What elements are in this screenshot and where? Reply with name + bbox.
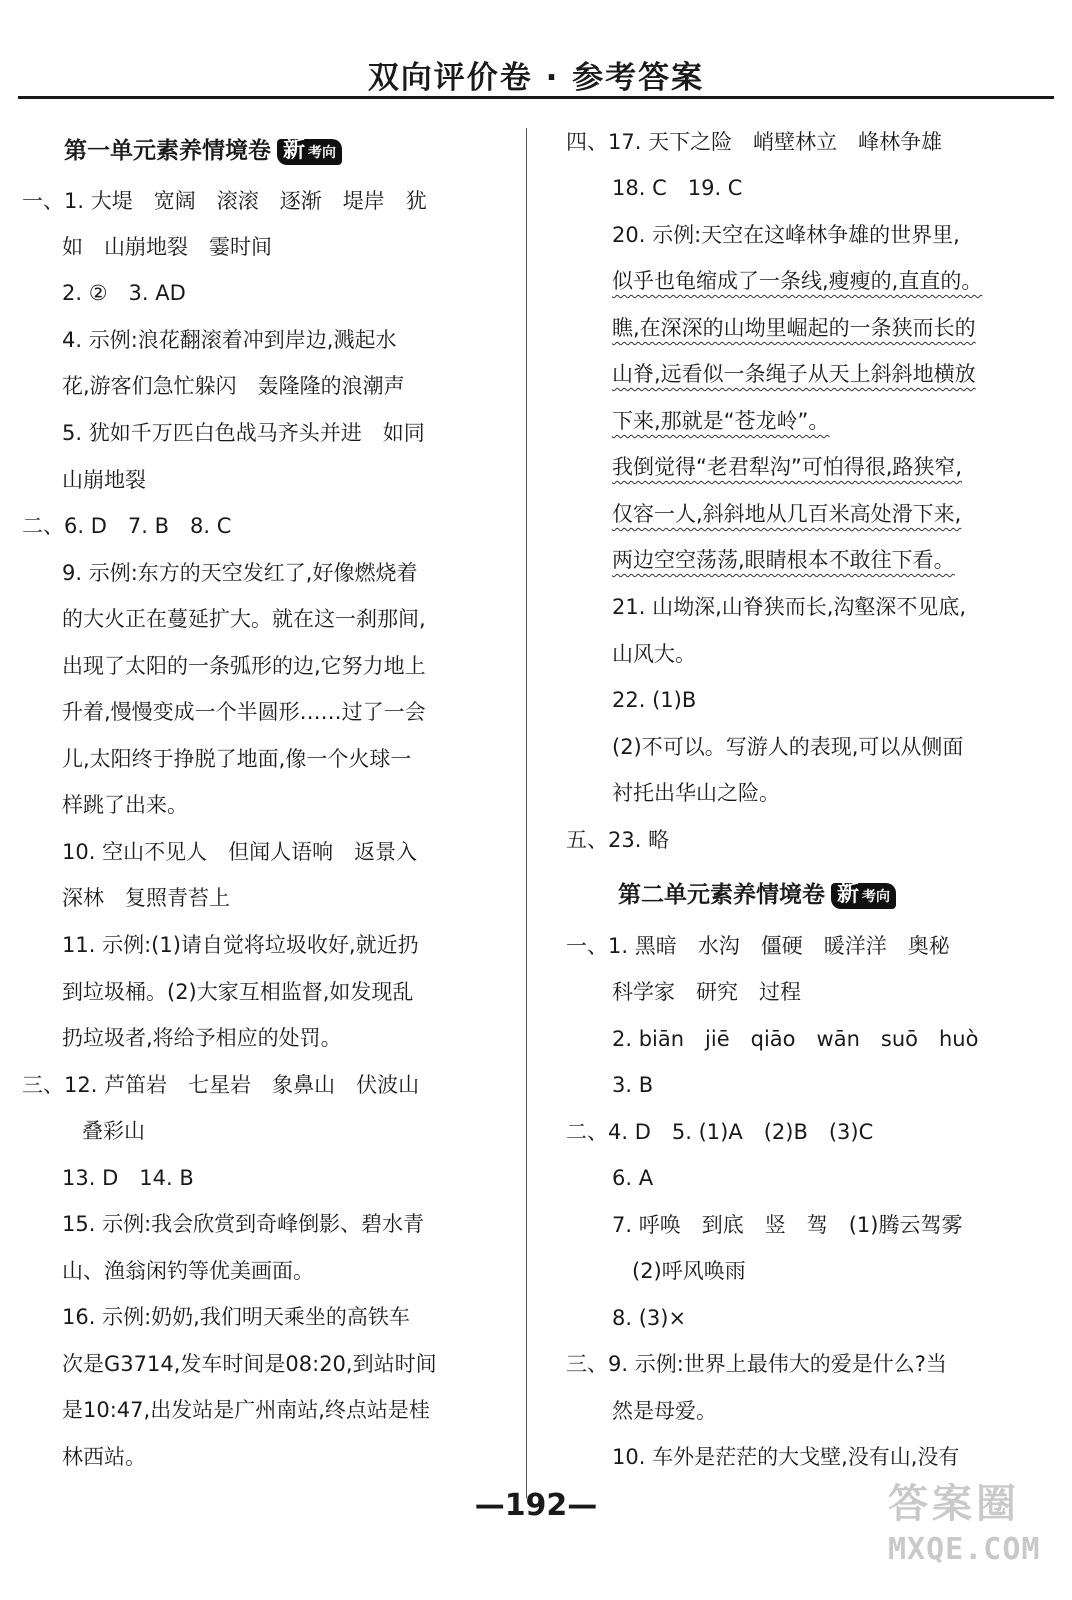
answer-line: 科学家 研究 过程 (612, 980, 801, 1004)
underlined-answer-line: 我倒觉得“老君犁沟”可怕得很,路狭窄, (612, 455, 963, 479)
answer-line: 山、渔翁闲钓等优美画面。 (62, 1259, 314, 1283)
watermark-url: MXQE.COM (888, 1532, 1041, 1567)
answer-line: 花,游客们急忙躲闪 轰隆隆的浪潮声 (62, 374, 405, 398)
watermark (888, 1478, 1058, 1588)
underlined-answer-line: 瞧,在深深的山坳里崛起的一条狭而长的 (612, 316, 976, 340)
column-divider (526, 128, 527, 1498)
underlined-answer-line: 仅容一人,斜斜地从几百米高处滑下来, (612, 502, 962, 526)
answer-line: 9. 示例:东方的天空发红了,好像燃烧着 (62, 561, 418, 585)
answer-line: 20. 示例:天空在这峰林争雄的世界里, (612, 223, 960, 247)
underlined-answer-line: 似乎也龟缩成了一条线,瘦瘦的,直直的。 (612, 269, 983, 293)
answer-line: 2. ② 3. AD (62, 281, 186, 305)
answer-line: 16. 示例:奶奶,我们明天乘坐的高铁车 (62, 1305, 410, 1329)
answer-line: 3. B (612, 1073, 654, 1097)
answer-line: 二、6. D 7. B 8. C (22, 514, 232, 538)
answer-line: 22. (1)B (612, 688, 697, 712)
page-number: —192— (474, 1488, 598, 1523)
badge-xin: 新 (837, 881, 860, 907)
answer-line: 10. 车外是茫茫的大戈壁,没有山,没有 (612, 1445, 960, 1469)
answer-line: 11. 示例:(1)请自觉将垃圾收好,就近扔 (62, 933, 419, 957)
answer-line: 如 山崩地裂 霎时间 (62, 235, 272, 259)
answer-line: 8. (3)× (612, 1306, 687, 1330)
page-header-title: 双向评价卷 · 参考答案 (367, 60, 705, 96)
answer-line: 三、12. 芦笛岩 七星岩 象鼻山 伏波山 (22, 1073, 420, 1097)
answer-line: 山崩地裂 (62, 468, 146, 492)
watermark-logo-text: 答案圈 (888, 1481, 1020, 1527)
underlined-answer-line: 两边空空荡荡,眼睛根本不敢往下看。 (612, 548, 955, 572)
answer-line: 13. D 14. B (62, 1166, 194, 1190)
section-title-unit-1 (64, 136, 342, 166)
answer-line: 三、9. 示例:世界上最伟大的爱是什么?当 (566, 1352, 947, 1376)
answer-line: 五、23. 略 (566, 828, 670, 852)
new-exam-badge (277, 139, 342, 165)
answer-line: 四、17. 天下之险 峭壁林立 峰林争雄 (566, 130, 943, 154)
answer-line: 是10:47,出发站是广州南站,终点站是桂 (62, 1398, 430, 1422)
answer-line: 6. A (612, 1166, 654, 1190)
answer-line: (2)呼风唤雨 (632, 1259, 746, 1283)
answer-line: 到垃圾桶。(2)大家互相监督,如发现乱 (62, 980, 414, 1004)
underlined-answer-line: 下来,那就是“苍龙岭”。 (612, 409, 830, 433)
section-title-text: 第一单元素养情境卷 (64, 138, 271, 164)
answer-line: 15. 示例:我会欣赏到奇峰倒影、碧水青 (62, 1212, 425, 1236)
answer-line: 升着,慢慢变成一个半圆形……过了一会 (62, 700, 426, 724)
section-title-text: 第二单元素养情境卷 (618, 882, 825, 908)
answer-line: 山风大。 (612, 642, 696, 666)
answer-line: (2)不可以。写游人的表现,可以从侧面 (612, 735, 964, 759)
answer-line: 然是母爱。 (612, 1399, 717, 1423)
answer-line: 18. C 19. C (612, 176, 743, 200)
answer-line: 二、4. D 5. (1)A (2)B (3)C (566, 1120, 874, 1144)
answer-line: 林西站。 (62, 1445, 146, 1469)
answer-line: 21. 山坳深,山脊狭而长,沟壑深不见底, (612, 595, 967, 619)
answer-line: 7. 呼唤 到底 竖 驾 (1)腾云驾雾 (612, 1213, 963, 1237)
underlined-answer-line: 山脊,远看似一条绳子从天上斜斜地横放 (612, 362, 976, 386)
new-exam-badge (831, 883, 896, 909)
section-title-unit-2 (618, 880, 896, 910)
answer-line: 深林 复照青苔上 (62, 886, 230, 910)
answer-line: 的大火正在蔓延扩大。就在这一刹那间, (62, 607, 426, 631)
answer-line: 叠彩山 (82, 1119, 145, 1143)
answer-line: 衬托出华山之险。 (612, 781, 780, 805)
answer-line: 10. 空山不见人 但闻人语响 返景入 (62, 840, 418, 864)
badge-xin: 新 (283, 137, 306, 163)
answer-line: 一、1. 黑暗 水沟 僵硬 暖洋洋 奥秘 (566, 934, 950, 958)
answer-line: 出现了太阳的一条弧形的边,它努力地上 (62, 654, 426, 678)
answer-line: 样跳了出来。 (62, 793, 188, 817)
answer-line: 5. 犹如千万匹白色战马齐头并进 如同 (62, 421, 425, 445)
header-rule (18, 96, 1054, 99)
badge-kaoxiang: 考向 (308, 144, 337, 161)
badge-kaoxiang: 考向 (862, 888, 891, 905)
answer-line: 次是G3714,发车时间是08:20,到站时间 (62, 1352, 437, 1376)
answer-line: 4. 示例:浪花翻滚着冲到岸边,溅起水 (62, 328, 397, 352)
answer-line: 儿,太阳终于挣脱了地面,像一个火球一 (62, 747, 412, 771)
answer-line: 扔垃圾者,将给予相应的处罚。 (62, 1026, 342, 1050)
answer-line: 2. biān jiē qiāo wān suō huò (612, 1027, 979, 1051)
answer-line: 一、1. 大堤 宽阔 滚滚 逐渐 堤岸 犹 (22, 189, 427, 213)
